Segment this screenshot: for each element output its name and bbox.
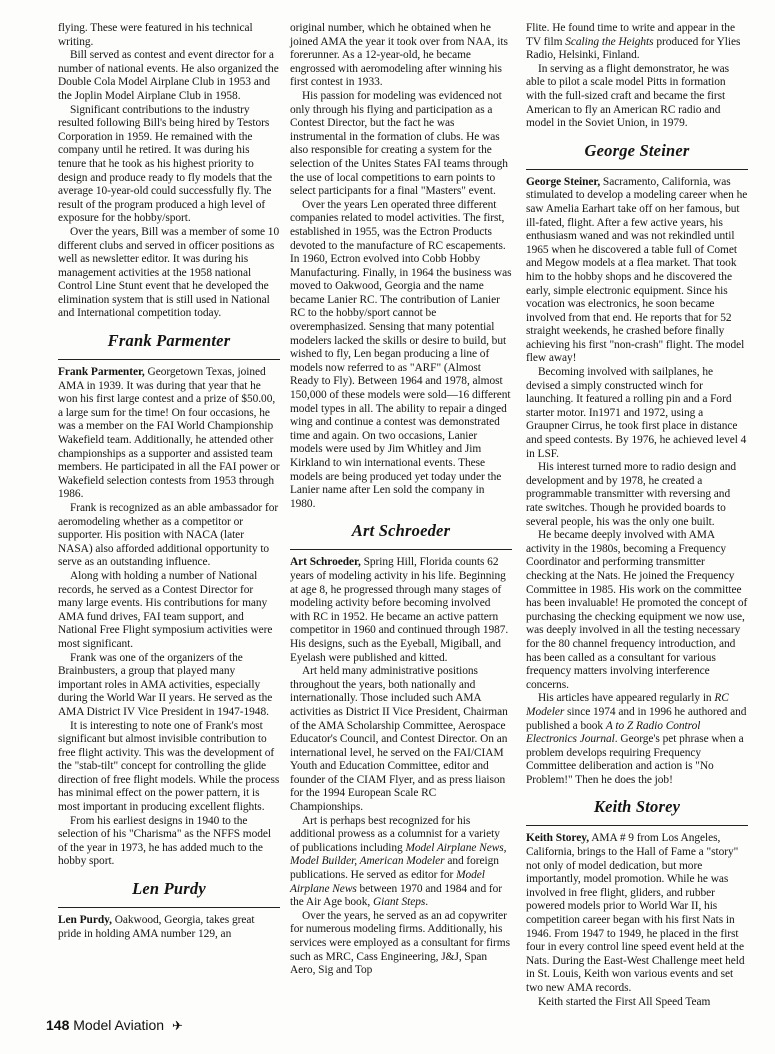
paragraph: Over the years, he served as an ad copywriter for numerous modeling firms. Additionally, his services were employed as a consultant for firms such as MRC, Cass Engineering, J&J, Span Aero, Sig and Top	[290, 909, 510, 977]
book-title: Giant Steps	[372, 896, 426, 909]
bio-name: Len Purdy,	[58, 914, 112, 927]
paragraph	[526, 832, 748, 995]
publication-title: RC Modeler	[526, 692, 729, 718]
section-divider	[290, 549, 512, 550]
paragraph-text: Flite. He found time to write and appear in the TV film	[526, 22, 735, 48]
paragraph: original number, which he obtained when he joined AMA the year it took over from NAA, its forerunner. As a 12-year-old, he became engrossed with aeromodeling after winning his first contest in 1933.	[290, 22, 508, 89]
paragraph	[290, 815, 512, 910]
section-divider	[58, 907, 280, 908]
paragraph: He became deeply involved with AMA activity in the 1980s, becoming a Frequency Coordinator and performing transmitter checking at the Nats. He joined the Frequency Committee in 1985. His work on the committee has been invaluable! He promoted the concept of purchasing the checking equipment we now use, was deeply involved in all the testing necessary for the 80 channel frequency introduction, and has been called as a consultant for various frequency matters involving interference concerns.	[526, 529, 748, 691]
column-left	[58, 22, 280, 941]
bio-name: Keith Storey,	[526, 832, 590, 845]
paragraph: Frank was one of the organizers of the Brainbusters, a group that played many important roles in AMA activities, especially during the World War II years. He served as the AMA District IV Vice President in 1947-1948.	[58, 651, 273, 718]
section-divider	[58, 359, 280, 360]
bio-name: George Steiner,	[526, 175, 601, 188]
page-footer	[46, 1017, 183, 1034]
paragraph: It is interesting to note one of Frank's most significant but almost invisible contribution to free flight activity. This was the development of the "stab-tilt" concept for controlling the glide direction of free flight models. While the process has minimal effect on the power pattern, it is most important in producing excellent flights.	[58, 719, 280, 814]
section-heading-keith-storey: Keith Storey	[593, 797, 681, 817]
paragraph: Frank is recognized as an able ambassador for aeromodeling whether as a competitor or supporter. His position with NACA (later NASA) also afforded additional opportunity to serve as an outstanding influence.	[58, 502, 279, 569]
bio-name: Frank Parmenter,	[58, 366, 145, 379]
paragraph-text: Oakwood, Georgia, takes great pride in holding AMA number 129, an	[58, 914, 255, 940]
paragraph: Bill served as contest and event director for a number of national events. He also organized the Double Cola Model Airplane Club in 1953 and the Joplin Model Airplane Club in 1958.	[58, 49, 279, 102]
publication-title: Model Airplane News, Model Builder, American Modeler	[290, 841, 507, 868]
paragraph: In serving as a flight demonstrator, he was able to pilot a scale model Pitts in formation with the full-sized craft and became the first American to fly an American RC radio and model in the Soviet Union, in 1979.	[526, 62, 729, 130]
section-heading-art-schroeder: Art Schroeder	[351, 521, 451, 541]
magazine-name: Model Aviation	[73, 1017, 165, 1033]
paragraph: His interest turned more to radio design and development and by 1978, he created a programmable transmitter with reversing and rate switches. Though he provided boards to several people, his was the only one built.	[526, 461, 737, 528]
bio-name: Art Schroeder,	[290, 556, 361, 569]
paragraph	[526, 692, 748, 787]
paragraph: Becoming involved with sailplanes, he devised a simply constructed winch for launching. It featured a rolling pin and a Ford starter motor. In1971 and 1972, using a Graupner Cirrus, he took first place in distance and speed contests. By 1976, he achieved level 4 in LSF.	[526, 366, 747, 460]
paragraph	[58, 366, 280, 502]
section-heading-frank-parmenter: Frank Parmenter	[107, 331, 231, 351]
paragraph-text: between 1970 and 1984 and for the Air Age book,	[290, 882, 503, 909]
paragraph	[526, 176, 748, 366]
paragraph: Significant contributions to the industry resulted following Bill's being hired by Testors Corporation in 1959. He remained with the company until he retired. It was during his tenure that he took as his highest priority to design and produce ready to fly models that the average 10-year-old could successfully fly. The result of the program produced a high level of exposure for the hobby/sport.	[58, 103, 273, 225]
paragraph: Over the years Len operated three different companies related to model activities. The first, established in 1955, was the Ectron Products devoted to the manufacture of RC escapements. In 1960, Ectron evolved into Cobb Hobby Manufacturing. Finally, in 1964 the business was moved to Oakwood, Georgia and the name became Lanier RC. The contribution of Lanier RC to the hobby/sport cannot be overemphasized. Sensing that many potential modelers lacked the skills or desire to build, but wished to fly, Len began producing a line of models now referred to as "ARF" (Almost Ready to Fly). Between 1964 and 1978, almost 150,000 of these models were sold—16 different model types in all. The ability to repair a dinged wing and continue a contest was demonstrated time and again. On two occasions, Lanier models were used by Jim Whitley and Jim Kirkland to win international events. These models are being produced yet today under the Lanier name after Len sold the company in 1980.	[290, 198, 512, 510]
column-middle	[290, 22, 512, 978]
airplane-icon: ✈	[171, 1018, 183, 1033]
column-right	[526, 22, 748, 1009]
paragraph-text: Spring Hill, Florida counts 62 years of modeling activity in his life. Beginning at age 8, he progressed through many stages of modeling activity before becoming involved with RC in 1952. He became an active pattern competitor in 1960 and continued through 1987. His designs, such as the Eyeball, Migiball, and Eyelash were published and kitted.	[290, 556, 509, 664]
publication-title: Model Airplane News	[290, 869, 485, 895]
paragraph-text: Sacramento, California, was stimulated to develop a modeling career when he saw Amelia Earhart take off on her famous, but ill-fated, flight. After a few active years, his enthusiasm waned and was not rekindled until 1965 when he discovered a table full of Comet and Megow models at a flea market. That took him to the hobby shops and he discovered the early, simple electronic equipment. Since his vocation was electronics, he soon became involved from that end. He reports that for 52 straight weekends, he crashed before finally achieving his first "non-crash" flight. The model flew away!	[526, 175, 748, 365]
paragraph	[290, 556, 512, 665]
page-number: 148	[46, 1017, 70, 1033]
paragraph: From his earliest designs in 1940 to the selection of his "Charisma" as the NFFS model of the year in 1973, he has added much to the hobby sport.	[58, 814, 272, 868]
paragraph	[526, 22, 748, 63]
paragraph-text: Art is perhaps best recognized for his additional prowess as a columnist for a variety of publications including	[290, 814, 500, 854]
paragraph: Over the years, Bill was a member of some 10 different clubs and served in officer positions as well as newsletter editor. It was during his management activities at the 1958 national Control Line Stunt event that he developed the elimination system that is still used in National and International competition today.	[58, 225, 280, 320]
section-heading-len-purdy: Len Purdy	[132, 879, 206, 899]
paragraph: flying. These were featured in his technical writing.	[58, 22, 253, 48]
book-title: A to Z Radio Control Electronics Journal	[526, 719, 701, 746]
paragraph-text: since 1974 and in 1996 he authored and published a book	[526, 705, 747, 732]
paragraph-text: His articles have appeared regularly in	[538, 692, 715, 705]
section-divider	[526, 169, 748, 170]
paragraph-text: and foreign publications. He served as editor for	[290, 855, 499, 882]
section-divider	[526, 825, 748, 826]
paragraph: His passion for modeling was evidenced not only through his flying and participation as a Contest Director, but the fact he was instrumental in the formation of clubs. He was also responsible for creating a system for the selection of the Unites States FAI teams through the use of local competitions to earn points to select participants for a final "Masters" event.	[290, 89, 508, 198]
paragraph-text: . George's pet phrase when a problem develops requiring Frequency Committee deliberation and action is "No Problem!" Then he does the job!	[526, 733, 744, 786]
paragraph: Art held many administrative positions throughout the years, both nationally and internationally. Those included such AMA activities as District II Vice President, Chairman of the AMA Scholarship Committee, Aerospace Educator's Council, and Contest Director. On an international level, he served on the FAI/CIAM Youth and Education Committee, editor and founder of the CIAM Flyer, and as press liaison for the 1994 European Scale RC Championships.	[290, 665, 508, 814]
paragraph-text: AMA # 9 from Los Angeles, California, brings to the Hall of Fame a "story" not only of model dedication, but more importantly, model promotion. While he was involved in free flight, gliders, and rubber powered models prior to World War II, his competition career began with his first Nats in 1946. From 1947 to 1949, he placed in the first four in every control line speed event held at the Nats. During the East-West Challenge meet held in St. Louis, Keith won various events and set two new AMA records.	[526, 832, 745, 994]
film-title: Scaling the Heights	[565, 35, 654, 48]
paragraph: Along with holding a number of National records, he served as a Contest Director for many large events. His contributions for many AMA fund drives, FAI team support, and National Free Flight symposium activities were most significant.	[58, 569, 273, 650]
paragraph-text: Georgetown Texas, joined AMA in 1939. It was during that year that he won his first large contest and a prize of $50.00, a large sum for the time! On four occasions, he was a member on the FAI World Championship Wakefield team. Additionally, he attended other championships as a supporter and assisted team members. He participated in all the FAI power or Wakefield selection contests from 1953 through 1986.	[58, 366, 280, 501]
paragraph: Keith started the First All Speed Team	[538, 995, 711, 1008]
section-heading-george-steiner: George Steiner	[584, 140, 690, 160]
paragraph-text: .	[425, 896, 429, 909]
paragraph-text: produced for Ylies Radio, Helsinki, Finland.	[526, 35, 741, 62]
paragraph	[58, 914, 280, 941]
